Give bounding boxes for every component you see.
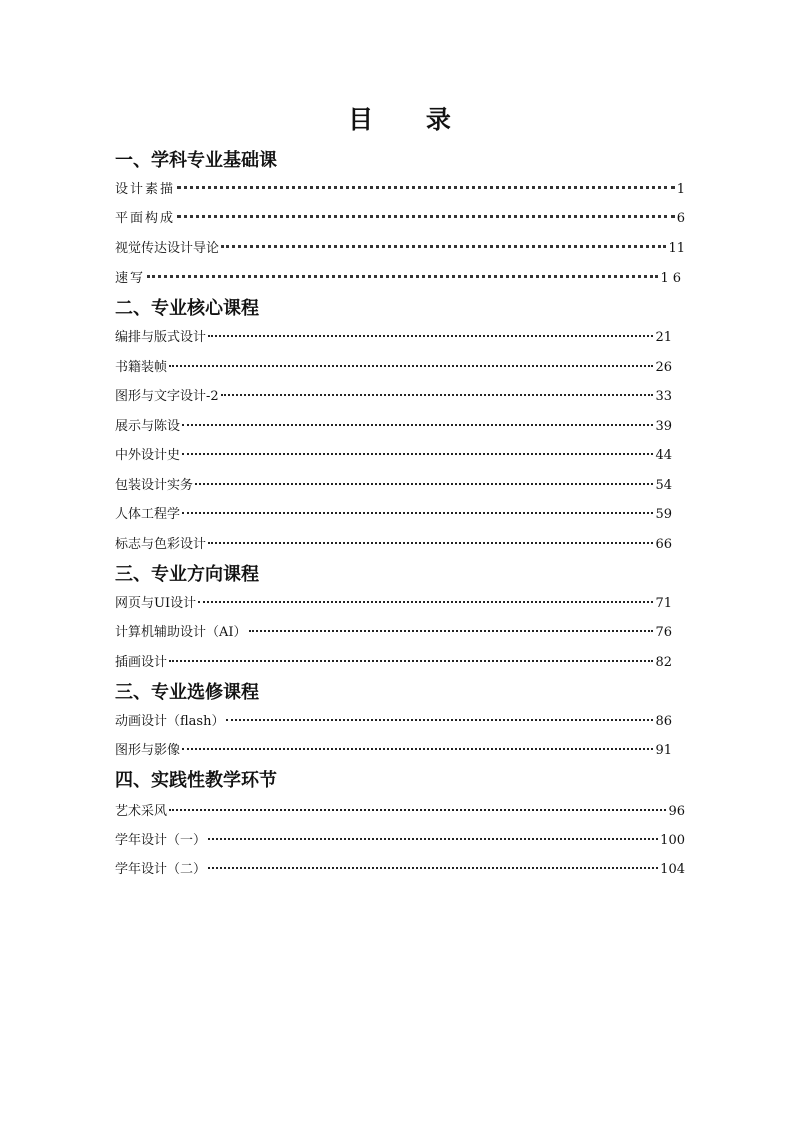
toc-entry[interactable] [115, 503, 672, 522]
toc-leader [169, 809, 666, 811]
toc-leader [226, 719, 653, 721]
toc-entry-label: 计算机辅助设计（AI） [115, 625, 247, 640]
toc-leader [182, 748, 653, 750]
toc-entry-label: 标志与色彩设计 [115, 537, 207, 552]
toc-entry[interactable] [115, 858, 685, 877]
toc-entry-page: 26 [655, 360, 672, 375]
toc-entry-label: 动画设计（flash） [115, 714, 225, 729]
toc-leader [169, 660, 653, 662]
toc-entry-label: 展示与陈设 [115, 419, 181, 434]
toc-entry-page: 82 [655, 655, 672, 670]
toc-leader [182, 512, 653, 514]
toc-entry-page: 11 [668, 241, 685, 256]
toc-entry-label: 书籍装帧 [115, 360, 168, 375]
toc-leader [177, 186, 675, 189]
toc-entry[interactable] [115, 178, 685, 197]
toc-leader [208, 838, 658, 840]
toc-entry-page: 86 [655, 714, 672, 729]
toc-entry-page: 91 [655, 743, 672, 758]
toc-entry[interactable] [115, 444, 672, 463]
toc-entry-label: 艺术采风 [115, 804, 168, 819]
toc-entry[interactable] [115, 533, 672, 552]
toc-entry[interactable] [115, 592, 672, 611]
toc-leader [208, 335, 653, 337]
toc-leader [208, 867, 658, 869]
toc-entry[interactable] [115, 474, 672, 493]
toc-entry-page: 21 [655, 330, 672, 345]
section-heading-direction: 三、专业方向课程 [115, 564, 259, 585]
toc-entry[interactable] [115, 621, 672, 640]
toc-entry-page: 54 [655, 478, 672, 493]
toc-entry-label: 视觉传达设计导论 [115, 241, 220, 256]
toc-entry-page: 33 [655, 389, 672, 404]
toc-entry[interactable] [115, 800, 685, 819]
toc-entry[interactable] [115, 326, 672, 345]
toc-entry[interactable] [115, 415, 672, 434]
toc-entry-page: 39 [655, 419, 672, 434]
toc-entry[interactable] [115, 237, 685, 256]
toc-leader [177, 215, 675, 218]
toc-entry[interactable] [115, 267, 685, 286]
toc-entry-page: 71 [655, 596, 672, 611]
toc-entry-label: 学年设计（一） [115, 833, 207, 848]
toc-entry-label: 中外设计史 [115, 448, 181, 463]
toc-entry-page: 59 [655, 507, 672, 522]
section-heading-foundation: 一、学科专业基础课 [115, 150, 277, 171]
section-heading-practice: 四、实践性教学环节 [115, 770, 277, 791]
toc-entry-label: 图形与文字设计-2 [115, 389, 219, 404]
toc-entry-page: 104 [660, 862, 685, 877]
toc-entry-page: 100 [660, 833, 685, 848]
toc-leader [182, 453, 653, 455]
toc-entry-page: 66 [655, 537, 672, 552]
toc-leader [195, 483, 653, 485]
toc-leader [221, 394, 654, 396]
toc-leader [208, 542, 653, 544]
toc-entry-label: 图形与影像 [115, 743, 181, 758]
toc-leader [147, 275, 658, 278]
toc-entry-label: 设计素描 [115, 182, 176, 197]
toc-entry-label: 速写 [115, 271, 146, 286]
toc-entry-page: 44 [655, 448, 672, 463]
toc-leader [198, 601, 653, 603]
toc-leader [249, 630, 654, 632]
toc-entry[interactable] [115, 739, 672, 758]
toc-entry-page: 6 [676, 211, 685, 226]
toc-entry[interactable] [115, 207, 685, 226]
section-heading-core: 二、专业核心课程 [115, 298, 259, 319]
toc-leader [182, 424, 653, 426]
toc-entry[interactable] [115, 829, 685, 848]
section-heading-elective: 三、专业选修课程 [115, 682, 259, 703]
toc-entry[interactable] [115, 710, 672, 729]
toc-leader [169, 365, 653, 367]
toc-leader [221, 245, 666, 248]
toc-entry-page: 16 [660, 271, 685, 286]
toc-entry[interactable] [115, 356, 672, 375]
page-title: 目 录 [348, 105, 473, 134]
toc-entry-label: 平面构成 [115, 211, 176, 226]
toc-entry-label: 插画设计 [115, 655, 168, 670]
toc-entry[interactable] [115, 385, 672, 404]
toc-entry-page: 96 [668, 804, 685, 819]
toc-entry-label: 包装设计实务 [115, 478, 194, 493]
toc-entry[interactable] [115, 651, 672, 670]
toc-entry-label: 编排与版式设计 [115, 330, 207, 345]
toc-entry-label: 网页与UI设计 [115, 596, 197, 611]
toc-entry-label: 学年设计（二） [115, 862, 207, 877]
toc-entry-page: 1 [676, 182, 685, 197]
toc-entry-label: 人体工程学 [115, 507, 181, 522]
toc-entry-page: 76 [655, 625, 672, 640]
